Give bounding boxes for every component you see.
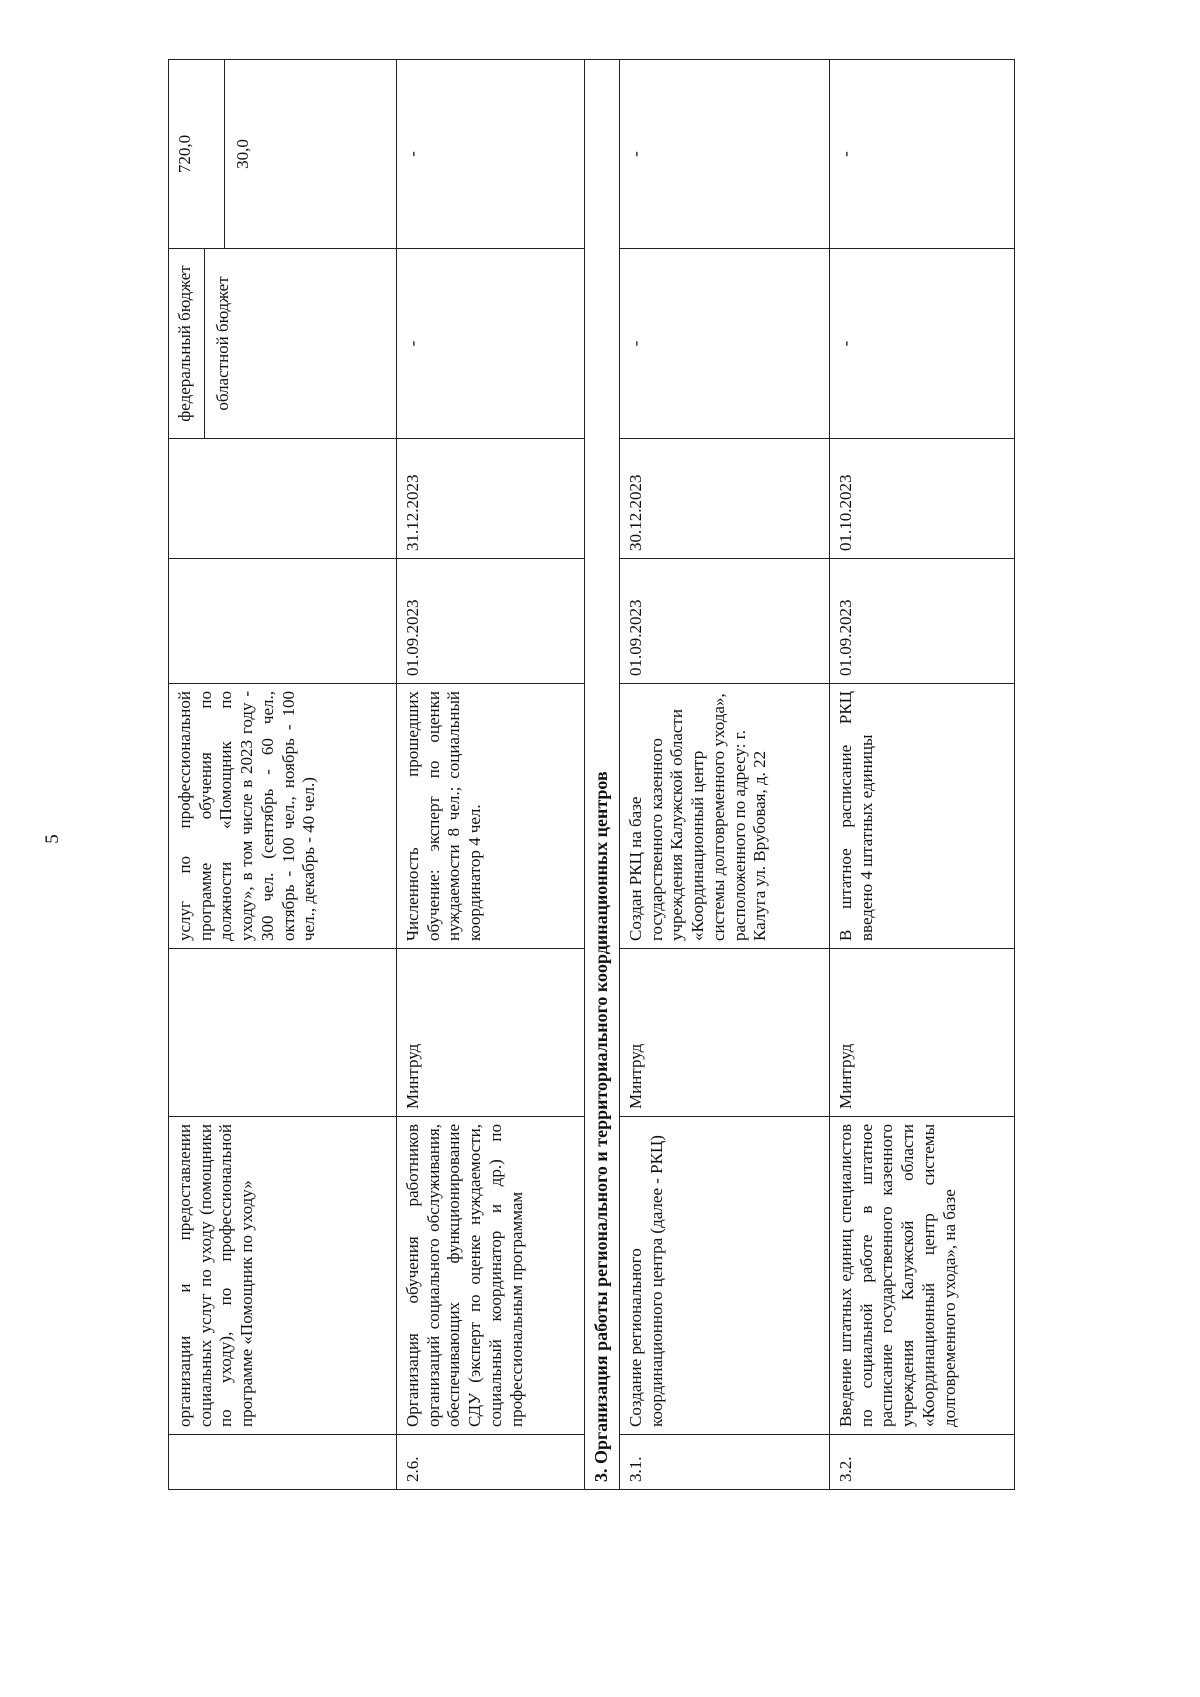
row-number-cell: 2.6. (397, 1435, 585, 1490)
activity-name-cell: Создание регионального координационного центра (далее - РКЦ) (619, 1117, 829, 1435)
row-number-cell: 3.2. (829, 1435, 1014, 1490)
activity-plan-table (168, 59, 1015, 1490)
start-date-cell: 01.09.2023 (397, 559, 585, 684)
funding-source-cell: - (397, 249, 585, 439)
responsible-cell: Минтруд (829, 949, 1014, 1117)
responsible-cell: Минтруд (619, 949, 829, 1117)
funding-source-cell (169, 249, 397, 439)
table-row (619, 60, 829, 1490)
funding-amount-cell: - (829, 60, 1014, 249)
table-row (397, 60, 585, 1490)
result-cell: Создан РКЦ на базе государственного казенного учреждения Калужской области «Координационный центр системы долговременного ухода», расположенного по адресу: г. Калуга ул. Врубовая, д. 22 (619, 684, 829, 949)
start-date-cell: 01.09.2023 (619, 559, 829, 684)
result-cell: услуг по профессиональной программе обучения по должности «Помощник по уходу», в том числе в 2023 году - 300 чел. (сентябрь - 60 чел., октябрь - 100 чел., ноябрь - 100 чел., декабрь - 40 чел.) (169, 684, 397, 949)
table-row (169, 60, 397, 1490)
end-date-cell: 01.10.2023 (829, 439, 1014, 559)
result-cell: Численность прошедших обучение: эксперт по оценки нуждаемости 8 чел.; социальный координатор 4 чел. (397, 684, 585, 949)
activity-name-text: Введение штатных единиц специалистов по социальной работе в штатное расписание государственного казенного учреждения Калужской области «Координационный центр системы долговременного ухода», на базе (835, 1124, 959, 1427)
funding-source-federal: федеральный бюджет (169, 249, 205, 438)
activity-name-cell (829, 1117, 1014, 1435)
funding-source-cell: - (829, 249, 1014, 439)
start-date-cell: 01.09.2023 (829, 559, 1014, 684)
row-number-cell (169, 1435, 397, 1490)
responsible-cell (169, 949, 397, 1117)
start-date-cell (169, 559, 397, 684)
activity-name-cell: организации и предоставлении социальных услуг по уходу (помощники по уходу), по профессиональной программе «Помощник по уходу» (169, 1117, 397, 1435)
row-number-cell: 3.1. (619, 1435, 829, 1490)
rotated-page-content (168, 60, 1098, 1490)
result-cell: В штатное расписание РКЦ введено 4 штатных единицы (829, 684, 1014, 949)
funding-amount-cell: - (397, 60, 585, 249)
funding-source-cell: - (619, 249, 829, 439)
funding-amount-cell: - (619, 60, 829, 249)
end-date-cell: 31.12.2023 (397, 439, 585, 559)
funding-amount-federal: 720,0 (169, 60, 225, 248)
table-row (585, 60, 620, 1490)
responsible-cell: Минтруд (397, 949, 585, 1117)
section-heading: 3. Организация работы регионального и территориального координационных центров (585, 60, 620, 1490)
end-date-cell (169, 439, 397, 559)
funding-amount-regional: 30,0 (232, 139, 252, 169)
funding-source-regional: областной бюджет (212, 276, 232, 411)
activity-name-cell: Организация обучения работников организаций социального обслуживания, обеспечивающих функционирование СДУ (эксперт по оценке нуждаемости, социальный координатор и др.) по профессиональным программам (397, 1117, 585, 1435)
funding-amount-cell (169, 60, 397, 249)
end-date-cell: 30.12.2023 (619, 439, 829, 559)
table-row (829, 60, 1014, 1490)
page-number: 5 (41, 834, 63, 844)
